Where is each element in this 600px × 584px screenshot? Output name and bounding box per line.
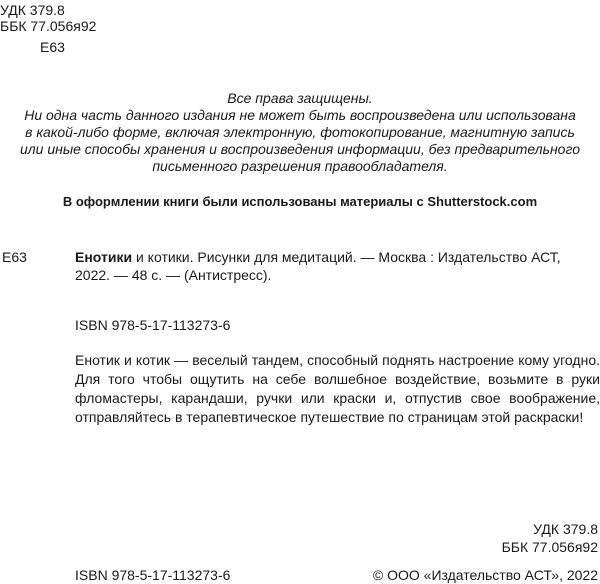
isbn-footer: ISBN 978-5-17-113273-6: [75, 567, 231, 583]
bibliographic-details: и котики. Рисунки для медитаций. — Москва : Издательство АСТ,: [132, 249, 561, 265]
author-mark-header: Е63: [40, 39, 65, 55]
materials-note: В оформлении книги были использованы материалы с Shutterstock.com: [62, 194, 538, 209]
rights-line: в какой-либо форме, включая электронную, фотокопирование, магнитную запись: [25, 124, 575, 140]
book-title: Енотики: [75, 249, 133, 265]
udk-code: УДК 379.8: [0, 2, 65, 18]
isbn: ISBN 978-5-17-113273-6: [75, 317, 231, 333]
bbk-code-footer: ББК 77.056я92: [501, 539, 598, 555]
rights-line: или иные способы хранения и воспроизведения информации, без предварительного: [19, 141, 580, 157]
udk-code-footer: УДК 379.8: [533, 521, 598, 537]
bbk-code: ББК 77.056я92: [0, 18, 97, 34]
copyright: © ООО «Издательство АСТ», 2022: [372, 567, 598, 583]
bibliographic-line-1: [75, 248, 585, 266]
rights-notice: [0, 90, 600, 175]
rights-line: Ни одна часть данного издания не может быть воспроизведена или использована: [24, 107, 576, 123]
rights-line: письменного разрешения правообладателя.: [152, 158, 448, 174]
bibliographic-record: [75, 248, 585, 284]
author-mark: Е63: [2, 249, 27, 265]
annotation: Енотик и котик — веселый тандем, способный поднять настроение кому угодно. Для того чтобы ощутить на себе волшебное воздействие, возьмите в руки фломастеры, карандаши, ручки или краски и, отпустив свое воображение, отправляйтесь в терапевтическое путешествие по страницам этой раскраски!: [75, 352, 600, 425]
rights-line: Все права защищены.: [227, 90, 373, 106]
bibliographic-line-2: 2022. — 48 с. — (Антистресс).: [75, 267, 272, 283]
